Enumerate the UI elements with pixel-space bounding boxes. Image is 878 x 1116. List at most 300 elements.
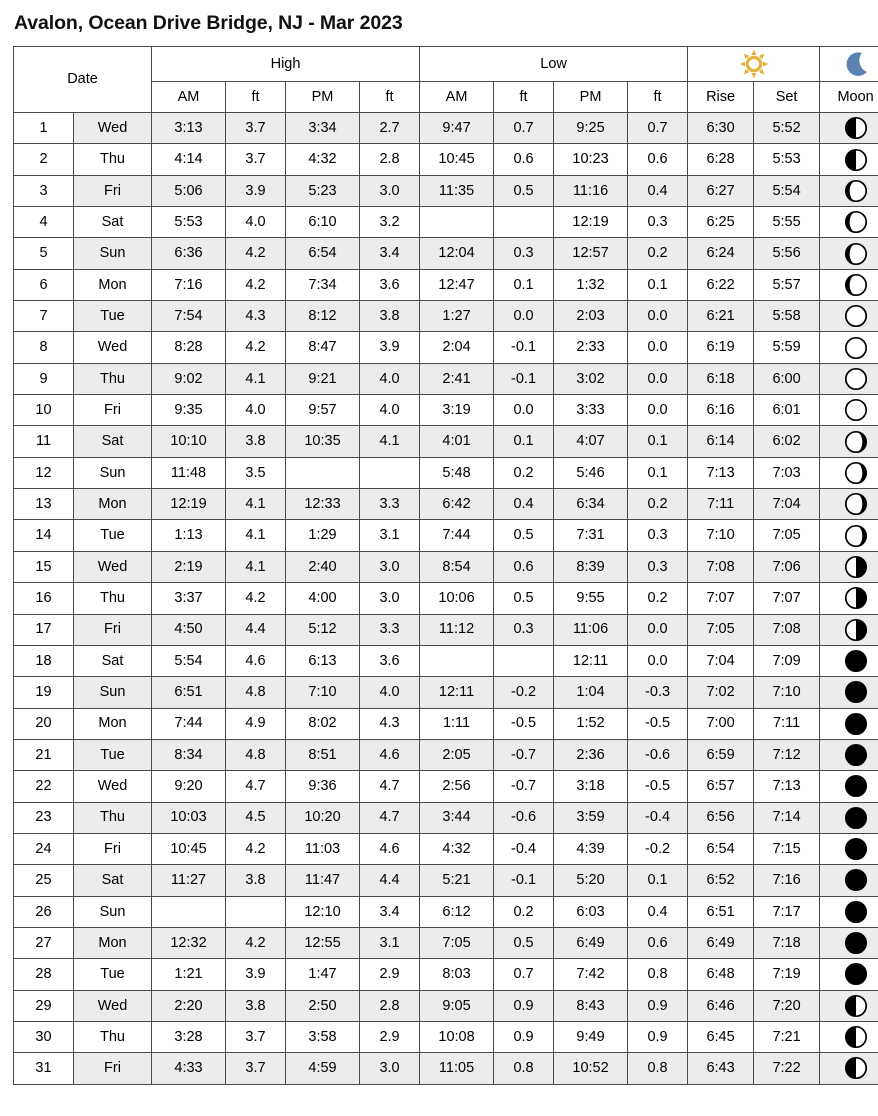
high-tide-am-ft: 4.7 [226,771,286,802]
low-tide-pm-time: 4:39 [554,833,628,864]
moon-phase-last-quarter-icon [820,113,878,144]
high-tide-am-time: 11:27 [152,865,226,896]
sunset-time: 6:00 [754,363,820,394]
sunset-time: 5:56 [754,238,820,269]
weekday: Mon [74,489,152,520]
sunset-time: 7:20 [754,990,820,1021]
weekday: Fri [74,833,152,864]
low-tide-am-time: 5:21 [420,865,494,896]
high-tide-am-time: 3:13 [152,113,226,144]
weekday: Thu [74,144,152,175]
low-tide-pm-time: 11:06 [554,614,628,645]
low-tide-am-time: 9:05 [420,990,494,1021]
sunrise-time: 6:56 [688,802,754,833]
table-row [14,175,878,206]
low-tide-pm-time: 12:19 [554,207,628,238]
table-row [14,489,878,520]
moon-phase-waning-crescent-icon [820,207,878,238]
moon-icon [820,47,878,82]
high-tide-am-ft: 4.0 [226,207,286,238]
weekday: Sun [74,238,152,269]
high-tide-am-ft: 4.8 [226,739,286,770]
weekday: Sun [74,677,152,708]
low-tide-am-time: 8:54 [420,551,494,582]
low-tide-pm-ft: 0.2 [628,238,688,269]
high-tide-am-ft: 4.2 [226,269,286,300]
header-high-pm: PM [286,82,360,113]
low-tide-am-time: 8:03 [420,959,494,990]
low-tide-pm-time: 1:32 [554,269,628,300]
sunset-time: 7:10 [754,677,820,708]
table-row [14,739,878,770]
high-tide-pm-ft: 3.0 [360,175,420,206]
high-tide-pm-ft: 2.8 [360,144,420,175]
high-tide-pm-time: 4:32 [286,144,360,175]
low-tide-pm-time: 7:31 [554,520,628,551]
day-number: 23 [14,802,74,833]
table-body [14,113,878,1085]
low-tide-am-ft: 0.5 [494,520,554,551]
low-tide-pm-ft: 0.0 [628,332,688,363]
moon-phase-waning-crescent-icon [820,175,878,206]
high-tide-am-time [152,896,226,927]
low-tide-am-time: 6:12 [420,896,494,927]
sunrise-time: 6:19 [688,332,754,363]
sunrise-time: 6:22 [688,269,754,300]
high-tide-pm-ft: 3.9 [360,332,420,363]
moon-phase-last-quarter-icon [820,1053,878,1084]
low-tide-am-time: 7:05 [420,927,494,958]
high-tide-pm-ft: 2.8 [360,990,420,1021]
tide-table [13,46,878,1085]
weekday: Tue [74,520,152,551]
high-tide-am-ft: 4.2 [226,927,286,958]
low-tide-am-time: 3:19 [420,395,494,426]
table-row [14,207,878,238]
high-tide-am-time: 12:19 [152,489,226,520]
low-tide-am-ft: 0.1 [494,426,554,457]
high-tide-pm-time: 6:10 [286,207,360,238]
table-row [14,551,878,582]
moon-phase-last-quarter-icon [820,990,878,1021]
high-tide-am-time: 4:14 [152,144,226,175]
sunrise-time: 6:14 [688,426,754,457]
low-tide-am-time: 12:04 [420,238,494,269]
table-row [14,583,878,614]
table-row [14,708,878,739]
high-tide-pm-time: 10:35 [286,426,360,457]
sunset-time: 6:01 [754,395,820,426]
high-tide-am-ft: 4.2 [226,583,286,614]
high-tide-pm-time: 9:21 [286,363,360,394]
moon-phase-waning-crescent-icon [820,238,878,269]
day-number: 26 [14,896,74,927]
high-tide-pm-ft: 4.1 [360,426,420,457]
high-tide-pm-ft: 3.3 [360,489,420,520]
low-tide-am-time [420,645,494,676]
low-tide-pm-time: 2:36 [554,739,628,770]
high-tide-am-time: 11:48 [152,457,226,488]
moon-phase-first-quarter-icon [820,583,878,614]
weekday: Sat [74,207,152,238]
sunrise-time: 6:49 [688,927,754,958]
high-tide-am-ft: 4.2 [226,238,286,269]
moon-phase-waxing-crescent-icon [820,457,878,488]
day-number: 2 [14,144,74,175]
sunrise-time: 7:10 [688,520,754,551]
low-tide-am-ft: 0.9 [494,1021,554,1052]
low-tide-am-ft: 0.7 [494,959,554,990]
header-sun-set: Set [754,82,820,113]
sunset-time: 7:04 [754,489,820,520]
header-low-pm: PM [554,82,628,113]
high-tide-am-ft: 4.3 [226,301,286,332]
high-tide-pm-ft: 4.7 [360,771,420,802]
high-tide-pm-time: 7:10 [286,677,360,708]
table-container [13,46,874,1085]
high-tide-pm-time: 3:34 [286,113,360,144]
day-number: 20 [14,708,74,739]
high-tide-am-time: 7:44 [152,708,226,739]
weekday: Thu [74,583,152,614]
sunset-time: 7:06 [754,551,820,582]
high-tide-pm-ft: 3.6 [360,269,420,300]
sunrise-time: 7:08 [688,551,754,582]
high-tide-pm-ft [360,457,420,488]
high-tide-am-time: 10:10 [152,426,226,457]
high-tide-am-time: 3:37 [152,583,226,614]
weekday: Thu [74,363,152,394]
sunset-time: 7:16 [754,865,820,896]
day-number: 9 [14,363,74,394]
low-tide-am-ft: -0.1 [494,865,554,896]
low-tide-pm-ft: -0.5 [628,708,688,739]
low-tide-pm-time: 11:16 [554,175,628,206]
sunrise-time: 6:48 [688,959,754,990]
low-tide-am-ft: 0.5 [494,927,554,958]
low-tide-pm-time: 9:55 [554,583,628,614]
day-number: 17 [14,614,74,645]
low-tide-pm-ft: 0.1 [628,865,688,896]
table-row [14,927,878,958]
high-tide-am-time: 7:16 [152,269,226,300]
table-row [14,1053,878,1084]
header-high-pm-ft: ft [360,82,420,113]
low-tide-pm-time: 5:20 [554,865,628,896]
high-tide-am-ft: 3.8 [226,426,286,457]
moon-phase-waxing-crescent-icon [820,426,878,457]
high-tide-am-time: 5:53 [152,207,226,238]
sunrise-time: 7:04 [688,645,754,676]
table-row [14,238,878,269]
moon-phase-full-icon [820,739,878,770]
low-tide-pm-time: 3:33 [554,395,628,426]
sunset-time: 7:22 [754,1053,820,1084]
low-tide-pm-time: 10:52 [554,1053,628,1084]
high-tide-am-time: 8:34 [152,739,226,770]
day-number: 13 [14,489,74,520]
high-tide-pm-ft: 4.3 [360,708,420,739]
high-tide-am-time: 5:06 [152,175,226,206]
day-number: 8 [14,332,74,363]
low-tide-am-ft: 0.3 [494,614,554,645]
high-tide-am-time: 1:21 [152,959,226,990]
sunrise-time: 7:07 [688,583,754,614]
low-tide-am-time: 10:08 [420,1021,494,1052]
high-tide-pm-time [286,457,360,488]
table-row [14,677,878,708]
low-tide-pm-time: 6:34 [554,489,628,520]
table-row [14,520,878,551]
high-tide-am-time: 7:54 [152,301,226,332]
sunrise-time: 6:24 [688,238,754,269]
low-tide-pm-time: 2:03 [554,301,628,332]
weekday: Sat [74,645,152,676]
low-tide-pm-ft: 0.4 [628,896,688,927]
high-tide-am-ft: 3.7 [226,1021,286,1052]
table-row [14,144,878,175]
high-tide-am-time: 4:33 [152,1053,226,1084]
low-tide-pm-ft: 0.7 [628,113,688,144]
high-tide-am-ft: 4.1 [226,363,286,394]
low-tide-pm-time: 3:02 [554,363,628,394]
header-low-am: AM [420,82,494,113]
high-tide-am-ft: 4.4 [226,614,286,645]
high-tide-pm-time: 4:00 [286,583,360,614]
high-tide-pm-ft: 4.0 [360,395,420,426]
high-tide-pm-time: 8:51 [286,739,360,770]
sunset-time: 7:15 [754,833,820,864]
table-row [14,865,878,896]
high-tide-pm-ft: 2.9 [360,959,420,990]
moon-phase-first-quarter-icon [820,614,878,645]
low-tide-am-ft: 0.3 [494,238,554,269]
low-tide-pm-time: 9:25 [554,113,628,144]
high-tide-pm-ft: 4.6 [360,833,420,864]
low-tide-am-ft: 0.2 [494,457,554,488]
weekday: Fri [74,614,152,645]
low-tide-pm-ft: 0.6 [628,927,688,958]
high-tide-pm-ft: 4.7 [360,802,420,833]
low-tide-pm-ft: 0.3 [628,207,688,238]
high-tide-am-time: 5:54 [152,645,226,676]
header-date: Date [14,47,152,113]
weekday: Sun [74,457,152,488]
sunset-time: 5:53 [754,144,820,175]
high-tide-am-ft: 3.9 [226,175,286,206]
high-tide-pm-time: 12:10 [286,896,360,927]
sunset-time: 7:11 [754,708,820,739]
moon-phase-waxing-gibbous-icon [820,708,878,739]
high-tide-pm-ft: 3.3 [360,614,420,645]
high-tide-pm-ft: 3.1 [360,520,420,551]
low-tide-am-time: 2:56 [420,771,494,802]
sunset-time: 7:13 [754,771,820,802]
low-tide-pm-ft: 0.0 [628,363,688,394]
moon-phase-full-icon [820,771,878,802]
high-tide-pm-time: 1:47 [286,959,360,990]
high-tide-pm-ft: 3.4 [360,896,420,927]
moon-phase-waning-gibbous-icon [820,927,878,958]
weekday: Mon [74,927,152,958]
high-tide-am-time: 2:20 [152,990,226,1021]
table-row [14,614,878,645]
low-tide-pm-ft: 0.6 [628,144,688,175]
table-row [14,395,878,426]
weekday: Wed [74,332,152,363]
day-number: 18 [14,645,74,676]
sunrise-time: 7:13 [688,457,754,488]
high-tide-am-ft: 3.5 [226,457,286,488]
low-tide-pm-ft: 0.8 [628,1053,688,1084]
high-tide-pm-time: 11:03 [286,833,360,864]
low-tide-am-ft: 0.4 [494,489,554,520]
low-tide-pm-ft: 0.0 [628,395,688,426]
low-tide-am-ft: 0.5 [494,175,554,206]
high-tide-pm-ft: 3.4 [360,238,420,269]
low-tide-pm-time: 8:43 [554,990,628,1021]
high-tide-pm-ft: 2.7 [360,113,420,144]
low-tide-pm-ft: -0.3 [628,677,688,708]
weekday: Fri [74,395,152,426]
low-tide-am-time: 4:01 [420,426,494,457]
high-tide-am-time: 8:28 [152,332,226,363]
table-row [14,332,878,363]
weekday: Tue [74,739,152,770]
weekday: Sat [74,865,152,896]
high-tide-am-ft: 3.7 [226,1053,286,1084]
sunset-time: 7:07 [754,583,820,614]
low-tide-am-ft: 0.8 [494,1053,554,1084]
sunrise-time: 7:02 [688,677,754,708]
high-tide-am-time: 9:02 [152,363,226,394]
moon-phase-waning-gibbous-icon [820,959,878,990]
low-tide-am-time: 12:11 [420,677,494,708]
table-row [14,269,878,300]
moon-phase-last-quarter-icon [820,1021,878,1052]
low-tide-pm-ft: 0.2 [628,489,688,520]
low-tide-am-ft: 0.2 [494,896,554,927]
low-tide-pm-time: 9:49 [554,1021,628,1052]
high-tide-am-time: 1:13 [152,520,226,551]
high-tide-pm-time: 6:13 [286,645,360,676]
high-tide-am-ft: 4.8 [226,677,286,708]
moon-phase-waxing-gibbous-icon [820,645,878,676]
sunrise-time: 6:51 [688,896,754,927]
high-tide-am-time: 6:36 [152,238,226,269]
low-tide-pm-ft: -0.6 [628,739,688,770]
high-tide-pm-ft: 3.6 [360,645,420,676]
low-tide-pm-ft: -0.4 [628,802,688,833]
high-tide-am-ft: 4.2 [226,332,286,363]
low-tide-pm-time: 1:04 [554,677,628,708]
sunrise-time: 7:00 [688,708,754,739]
high-tide-am-time: 2:19 [152,551,226,582]
low-tide-pm-time: 12:57 [554,238,628,269]
high-tide-pm-time: 7:34 [286,269,360,300]
header-high-am-ft: ft [226,82,286,113]
sunrise-time: 6:16 [688,395,754,426]
sunset-time: 7:09 [754,645,820,676]
sunrise-time: 6:54 [688,833,754,864]
table-row [14,645,878,676]
low-tide-am-ft: -0.7 [494,739,554,770]
day-number: 11 [14,426,74,457]
low-tide-pm-ft: 0.0 [628,301,688,332]
low-tide-pm-ft: -0.2 [628,833,688,864]
sunrise-time: 6:57 [688,771,754,802]
sunset-time: 7:08 [754,614,820,645]
high-tide-am-ft: 4.0 [226,395,286,426]
header-low-pm-ft: ft [628,82,688,113]
low-tide-am-time: 1:11 [420,708,494,739]
high-tide-pm-time: 9:36 [286,771,360,802]
moon-phase-new-icon [820,363,878,394]
table-row [14,833,878,864]
moon-phase-full-icon [820,802,878,833]
low-tide-am-ft [494,645,554,676]
sunrise-time: 6:25 [688,207,754,238]
low-tide-pm-time: 6:49 [554,927,628,958]
moon-phase-waxing-gibbous-icon [820,677,878,708]
high-tide-am-time: 12:32 [152,927,226,958]
high-tide-pm-time: 8:47 [286,332,360,363]
weekday: Wed [74,551,152,582]
high-tide-pm-time: 8:12 [286,301,360,332]
low-tide-pm-time: 7:42 [554,959,628,990]
sunset-time: 5:52 [754,113,820,144]
high-tide-pm-time: 2:50 [286,990,360,1021]
sunset-time: 5:57 [754,269,820,300]
low-tide-pm-ft: 0.1 [628,426,688,457]
high-tide-pm-time: 2:40 [286,551,360,582]
low-tide-am-ft: 0.9 [494,990,554,1021]
day-number: 4 [14,207,74,238]
high-tide-pm-time: 12:33 [286,489,360,520]
sunrise-time: 6:59 [688,739,754,770]
day-number: 28 [14,959,74,990]
sunrise-time: 6:27 [688,175,754,206]
moon-phase-first-quarter-icon [820,551,878,582]
low-tide-am-time: 11:35 [420,175,494,206]
table-row [14,113,878,144]
moon-phase-new-icon [820,301,878,332]
low-tide-am-time: 12:47 [420,269,494,300]
high-tide-am-ft: 4.1 [226,551,286,582]
header-moon: Moon [820,82,878,113]
table-row [14,771,878,802]
low-tide-pm-ft: -0.5 [628,771,688,802]
weekday: Wed [74,771,152,802]
low-tide-am-ft: -0.4 [494,833,554,864]
low-tide-am-ft [494,207,554,238]
low-tide-am-time: 10:45 [420,144,494,175]
day-number: 5 [14,238,74,269]
sunset-time: 7:21 [754,1021,820,1052]
weekday: Sun [74,896,152,927]
low-tide-am-time: 2:05 [420,739,494,770]
weekday: Tue [74,301,152,332]
moon-phase-new-icon [820,395,878,426]
sunset-time: 5:58 [754,301,820,332]
day-number: 25 [14,865,74,896]
low-tide-am-ft: -0.2 [494,677,554,708]
day-number: 30 [14,1021,74,1052]
day-number: 21 [14,739,74,770]
table-row [14,802,878,833]
high-tide-am-ft: 3.8 [226,990,286,1021]
high-tide-pm-time: 4:59 [286,1053,360,1084]
